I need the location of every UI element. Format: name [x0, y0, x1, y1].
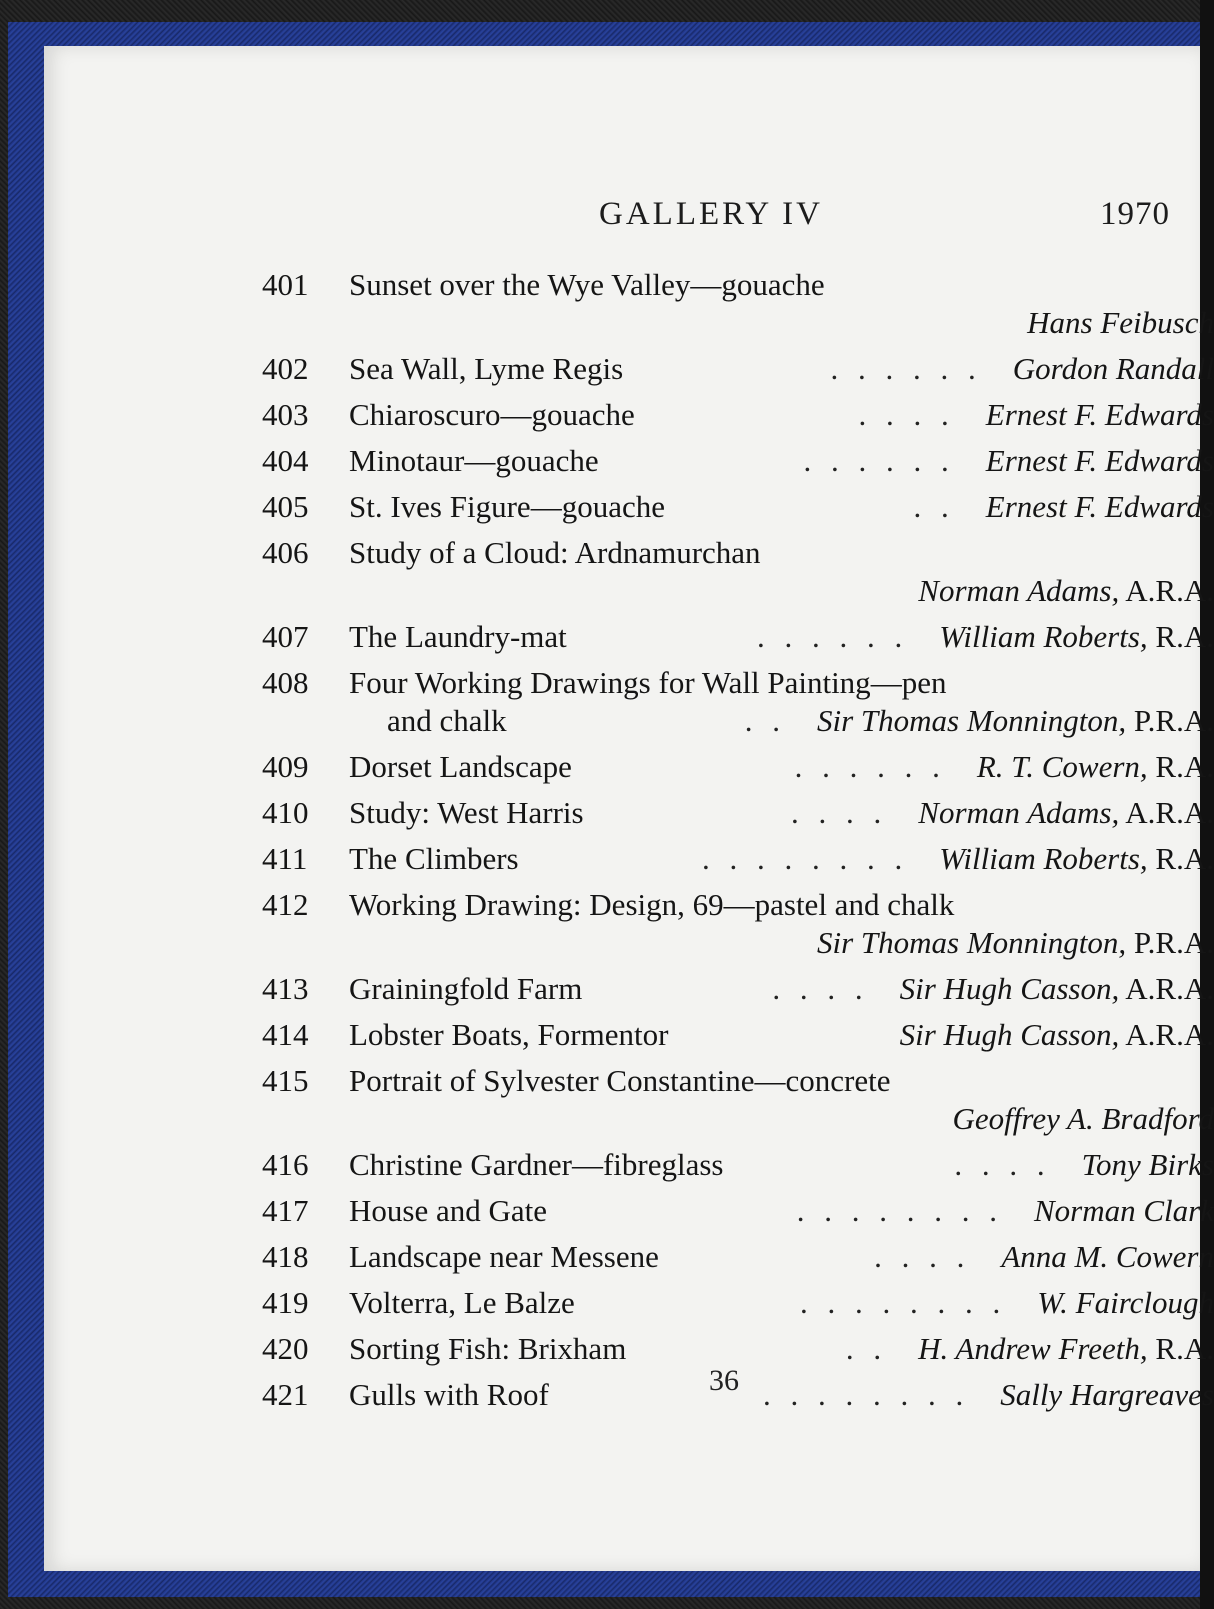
entry-row	[262, 840, 1214, 878]
artist-name: Sally Hargreaves	[1000, 1377, 1214, 1412]
entry-number: 418	[262, 1239, 309, 1274]
artist-name: Ernest F. Edwards	[985, 489, 1214, 524]
leader-dots: . . . .	[772, 971, 869, 1006]
leader-dots: . . . . . . . .	[799, 1285, 1007, 1320]
work-title: Study: West Harris	[349, 795, 584, 830]
work-title: Dorset Landscape	[349, 749, 572, 784]
catalogue-year: 1970	[1100, 196, 1170, 232]
work-title: Landscape near Messene	[349, 1239, 659, 1274]
entry-work	[349, 618, 567, 656]
artist-credit	[702, 840, 1214, 878]
entry-work	[349, 1062, 891, 1100]
entry-work	[349, 1146, 724, 1184]
leader-dots: . .	[744, 703, 786, 738]
entry-number: 404	[262, 443, 309, 478]
work-title: Chiaroscuro	[349, 397, 501, 432]
entry-work	[349, 794, 584, 832]
entry-number: 417	[262, 1193, 309, 1228]
work-medium: —fibreglass	[571, 1147, 724, 1182]
catalogue-entry	[262, 840, 1214, 878]
leader-dots: . . . .	[954, 1147, 1051, 1182]
entry-number: 412	[262, 887, 309, 922]
entry-row	[262, 1284, 1214, 1322]
catalogue-entry	[262, 534, 1214, 610]
catalogue-entries	[262, 266, 1214, 1422]
artist-credit	[953, 1100, 1214, 1138]
entry-work	[349, 1238, 659, 1276]
work-medium: —gouache	[500, 397, 635, 432]
entry-number: 411	[262, 841, 308, 876]
entry-work	[349, 442, 599, 480]
entry-work	[349, 748, 572, 786]
entry-work	[349, 350, 623, 388]
entry-number: 401	[262, 267, 309, 302]
artist-name: William Roberts,	[939, 841, 1148, 876]
work-title: Portrait of Sylvester Constantine	[349, 1063, 755, 1098]
work-title: Four Working Drawings for Wall Painting	[349, 665, 871, 700]
work-title: The Climbers	[349, 841, 519, 876]
artist-name: H. Andrew Freeth,	[918, 1331, 1148, 1366]
artist-honours: A.R.A.	[1119, 1017, 1214, 1052]
catalogue-entry	[262, 266, 1214, 342]
catalogue-entry	[262, 350, 1214, 388]
artist-name: Norman Adams,	[918, 573, 1120, 608]
artist-honours: R.A.	[1147, 749, 1214, 784]
entry-row	[262, 488, 1214, 526]
work-title: House and Gate	[349, 1193, 547, 1228]
entry-row	[262, 442, 1214, 480]
work-title: Sunset over the Wye Valley	[349, 267, 691, 302]
entry-row	[262, 886, 1214, 924]
artist-credit	[795, 748, 1214, 786]
work-title: St. Ives Figure	[349, 489, 531, 524]
catalogue-entry	[262, 396, 1214, 434]
entry-number: 406	[262, 535, 309, 570]
artist-honours: R.A.	[1147, 1331, 1214, 1366]
entry-row	[262, 266, 1214, 304]
catalogue-entry	[262, 1016, 1214, 1054]
artist-honours: P.R.A.	[1126, 703, 1214, 738]
artist-honours: A.R.A.	[1119, 795, 1214, 830]
work-medium: —gouache	[530, 489, 665, 524]
entry-number: 409	[262, 749, 309, 784]
artist-name: Tony Birks	[1081, 1147, 1214, 1182]
artist-name: W. Fairclough	[1037, 1285, 1214, 1320]
work-title: Study of a Cloud: Ardnamurchan	[349, 535, 761, 570]
artist-credit	[745, 702, 1214, 740]
leader-dots: . . . . . . . .	[762, 1377, 970, 1412]
entry-row	[262, 618, 1214, 656]
entry-work	[349, 488, 665, 526]
entry-row	[262, 794, 1214, 832]
artist-credit	[757, 618, 1214, 656]
entry-row	[262, 970, 1214, 1008]
work-title: Lobster Boats, Formentor	[349, 1017, 669, 1052]
entry-work	[349, 1192, 547, 1230]
leader-dots: . . . .	[858, 397, 955, 432]
entry-row	[262, 396, 1214, 434]
entry-work	[349, 1376, 549, 1414]
artist-name: William Roberts,	[939, 619, 1148, 654]
entry-row	[262, 1238, 1214, 1276]
work-title: Gulls with Roof	[349, 1377, 549, 1412]
entry-number: 407	[262, 619, 309, 654]
work-title: Grainingfold Farm	[349, 971, 583, 1006]
artist-name: Norman Adams,	[918, 795, 1120, 830]
work-title: Minotaur	[349, 443, 465, 478]
leader-dots: . . . . . . . .	[702, 841, 909, 876]
entry-row	[262, 1016, 1214, 1054]
entry-work	[349, 396, 635, 434]
entry-continuation	[262, 1100, 1214, 1138]
artist-honours: A.R.A.	[1119, 573, 1214, 608]
entry-row	[262, 534, 1214, 572]
work-medium: —concrete	[754, 1063, 891, 1098]
catalogue-entry	[262, 488, 1214, 526]
artist-credit	[763, 1376, 1214, 1414]
catalogue-entry	[262, 794, 1214, 832]
entry-number: 403	[262, 397, 309, 432]
catalogue-entry	[262, 1062, 1214, 1138]
leader-dots: . .	[913, 489, 955, 524]
work-medium-continued: and chalk	[387, 703, 507, 738]
work-title: Sea Wall, Lyme Regis	[349, 351, 624, 386]
page-header	[44, 196, 1200, 236]
leader-dots: . .	[845, 1331, 888, 1366]
work-title: The Laundry-mat	[349, 619, 567, 654]
artist-honours: R.A.	[1147, 619, 1214, 654]
artist-honours: A.R.A.	[1119, 971, 1214, 1006]
entry-work	[349, 1016, 668, 1054]
gallery-title: GALLERY IV	[599, 196, 824, 232]
entry-continuation	[262, 924, 1214, 962]
leader-dots: . . . . . .	[803, 443, 955, 478]
artist-credit	[831, 350, 1214, 388]
entry-continuation	[262, 702, 1214, 740]
entry-work	[349, 886, 954, 924]
artist-credit	[791, 794, 1214, 832]
catalogue-entry	[262, 1146, 1214, 1184]
artist-name: Sir Hugh Casson,	[899, 971, 1120, 1006]
catalogue-entry	[262, 664, 1214, 740]
entry-continuation	[262, 572, 1214, 610]
entry-work	[349, 266, 825, 304]
leader-dots: . . . . . . . .	[796, 1193, 1003, 1228]
entry-number: 402	[262, 351, 309, 386]
work-medium: —gouache	[690, 267, 825, 302]
leader-dots: . . . . . .	[830, 351, 982, 386]
work-title: Volterra, Le Balze	[349, 1285, 575, 1320]
catalogue-entry	[262, 442, 1214, 480]
artist-name: Geoffrey A. Bradford	[952, 1101, 1214, 1136]
entry-row	[262, 1330, 1214, 1368]
artist-credit	[797, 1192, 1214, 1230]
entry-continuation	[262, 304, 1214, 342]
artist-name: Norman Clark	[1034, 1193, 1214, 1228]
entry-work	[349, 534, 761, 572]
work-title: Sorting Fish: Brixham	[349, 1331, 627, 1366]
work-medium: —gouache	[464, 443, 599, 478]
leader-dots: . . . .	[791, 795, 888, 830]
entry-row	[262, 1062, 1214, 1100]
entry-number: 405	[262, 489, 309, 524]
entry-row	[262, 664, 1214, 702]
artist-credit	[1027, 304, 1214, 342]
work-medium: —pastel and chalk	[723, 887, 955, 922]
entry-number: 421	[262, 1377, 309, 1412]
catalogue-entry	[262, 970, 1214, 1008]
catalogue-entry	[262, 1284, 1214, 1322]
artist-name: Sir Thomas Monnington,	[816, 925, 1127, 960]
entry-number: 413	[262, 971, 309, 1006]
artist-credit	[859, 396, 1214, 434]
artist-credit	[817, 924, 1214, 962]
artist-name: Gordon Randall	[1012, 351, 1214, 386]
entry-work	[349, 1284, 575, 1322]
entry-work	[349, 970, 582, 1008]
artist-honours: R.A.	[1147, 841, 1214, 876]
artist-name: Hans Feibusch	[1027, 305, 1214, 340]
artist-name: Ernest F. Edwards	[985, 397, 1214, 432]
artist-credit	[954, 1146, 1214, 1184]
artist-credit	[874, 1238, 1214, 1276]
artist-credit	[914, 488, 1214, 526]
leader-dots: . . . .	[874, 1239, 971, 1274]
artist-name: Anna M. Cowern	[1001, 1239, 1214, 1274]
artist-name: R. T. Cowern,	[976, 749, 1148, 784]
artist-name: Sir Hugh Casson,	[899, 1017, 1120, 1052]
page-number: 36	[709, 1364, 739, 1397]
entry-number: 416	[262, 1147, 309, 1182]
entry-number: 414	[262, 1017, 309, 1052]
catalogue-entry	[262, 1330, 1214, 1368]
entry-row	[262, 1192, 1214, 1230]
artist-credit	[900, 1016, 1214, 1054]
catalogue-entry	[262, 618, 1214, 656]
entry-number: 408	[262, 665, 309, 700]
catalogue-entry	[262, 1192, 1214, 1230]
entry-work	[349, 664, 946, 702]
catalogue-page	[44, 46, 1214, 1571]
entry-number: 410	[262, 795, 309, 830]
artist-name: Ernest F. Edwards	[985, 443, 1214, 478]
artist-credit	[800, 1284, 1214, 1322]
work-title: Working Drawing: Design, 69	[349, 887, 724, 922]
entry-work	[349, 840, 519, 878]
artist-name: Sir Thomas Monnington,	[816, 703, 1127, 738]
entry-row	[262, 350, 1214, 388]
artist-honours: P.R.A.	[1126, 925, 1214, 960]
entry-number: 420	[262, 1331, 309, 1366]
work-title: Christine Gardner	[349, 1147, 572, 1182]
work-medium: —pen	[870, 665, 947, 700]
leader-dots: . . . . . .	[794, 749, 946, 784]
catalogue-entry	[262, 1238, 1214, 1276]
catalogue-entry	[262, 886, 1214, 962]
leader-dots: . . . . . .	[757, 619, 909, 654]
artist-credit	[804, 442, 1214, 480]
entry-number: 419	[262, 1285, 309, 1320]
artist-credit	[846, 1330, 1214, 1368]
entry-row	[262, 1146, 1214, 1184]
entry-row	[262, 748, 1214, 786]
artist-credit	[772, 970, 1214, 1008]
entry-number: 415	[262, 1063, 309, 1098]
entry-work	[349, 1330, 626, 1368]
catalogue-entry	[262, 748, 1214, 786]
artist-credit	[918, 572, 1214, 610]
